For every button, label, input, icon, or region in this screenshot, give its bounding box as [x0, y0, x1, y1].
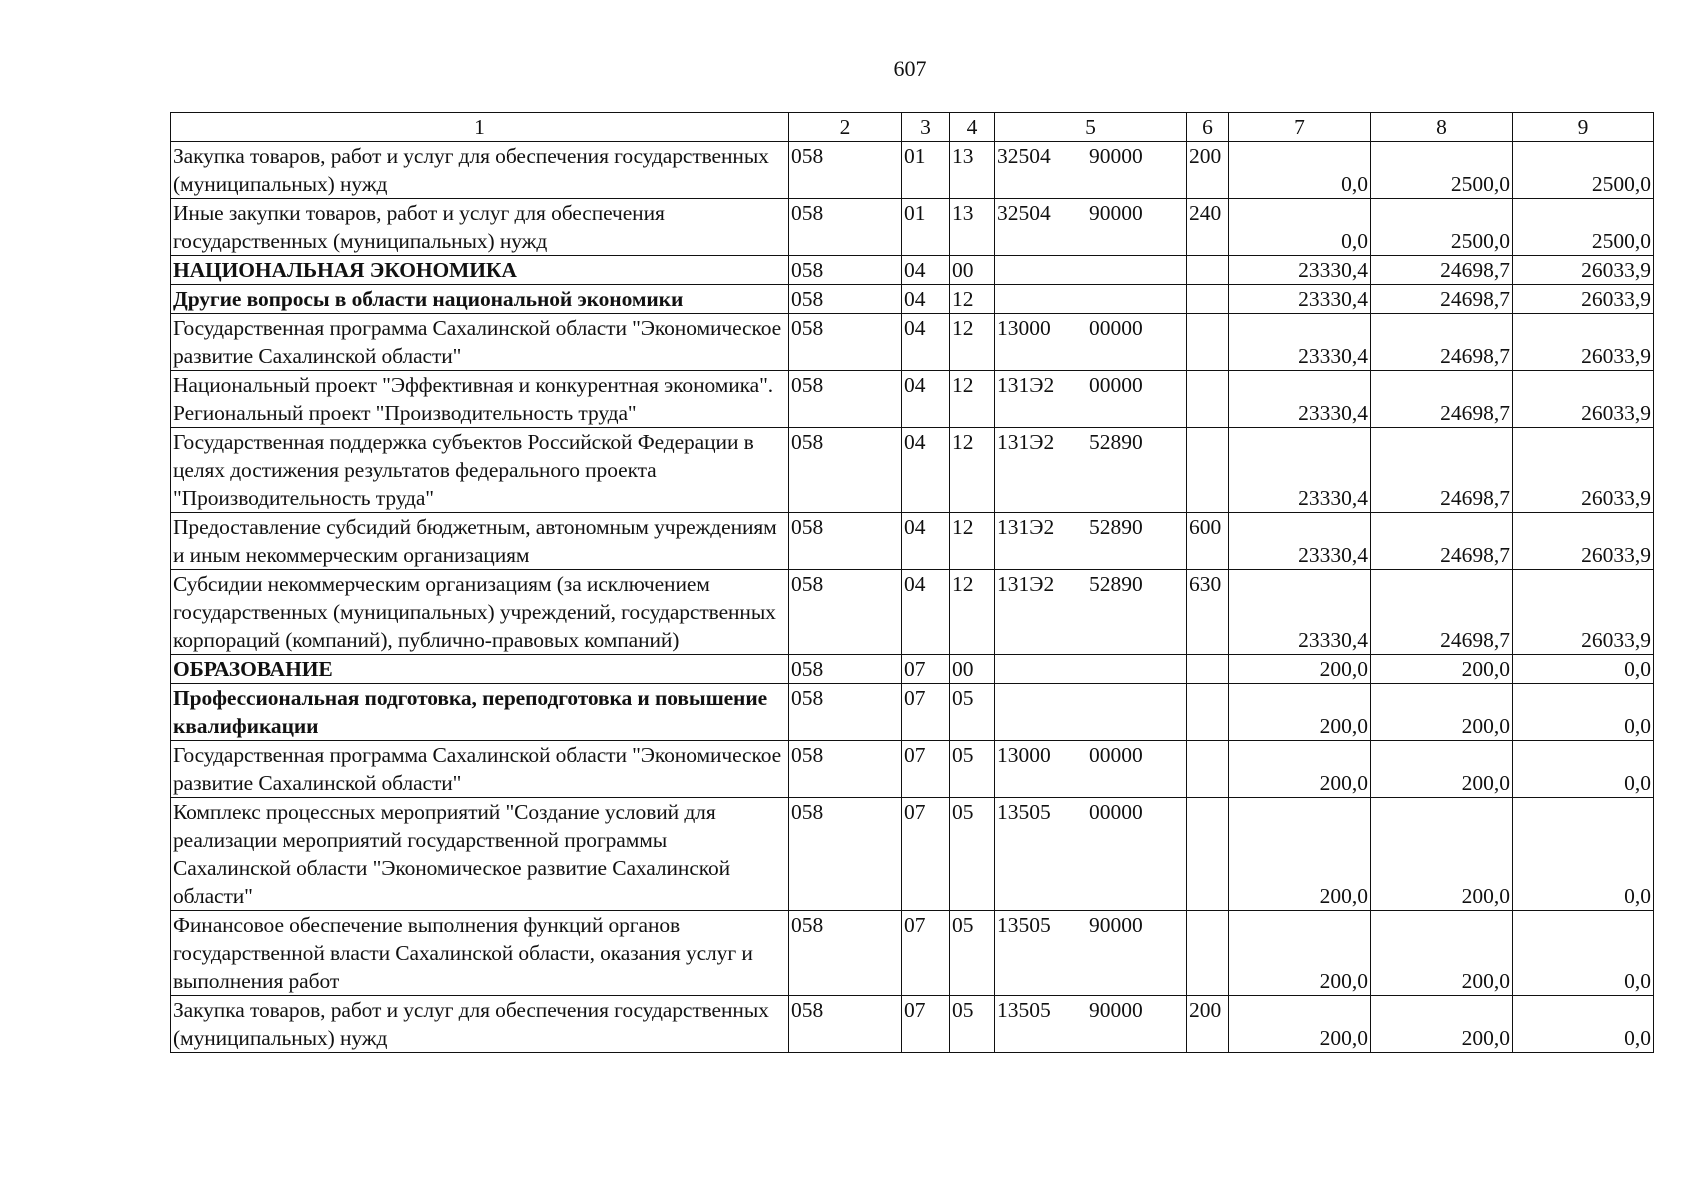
section-code-cell: 07 [902, 798, 950, 911]
target-article-program: 131Э2 [997, 430, 1055, 454]
amount-col7-cell: 200,0 [1229, 684, 1371, 741]
target-article-program: 13000 [997, 743, 1051, 767]
table-row [171, 513, 1654, 570]
target-article-program: 32504 [997, 201, 1051, 225]
table-row [171, 256, 1654, 285]
section-code-cell: 04 [902, 513, 950, 570]
section-code-cell: 07 [902, 996, 950, 1053]
table-row [171, 570, 1654, 655]
target-article-program: 13505 [997, 998, 1051, 1022]
amount-col7-cell: 23330,4 [1229, 256, 1371, 285]
target-article-cell [995, 142, 1187, 199]
amount-col8-cell: 24698,7 [1371, 314, 1513, 371]
table-row [171, 996, 1654, 1053]
table-row [171, 142, 1654, 199]
expense-type-cell [1187, 428, 1229, 513]
gr-code-cell: 058 [789, 371, 902, 428]
row-name-cell: Комплекс процессных мероприятий "Создание условий для реализации мероприятий государственной программы Сахалинской области "Экономическое развитие Сахалинской области" [171, 798, 789, 911]
expense-type-cell: 200 [1187, 996, 1229, 1053]
subsection-code-cell: 00 [950, 256, 995, 285]
subsection-code-cell: 13 [950, 199, 995, 256]
amount-col8-cell: 24698,7 [1371, 428, 1513, 513]
target-article-cell [995, 570, 1187, 655]
gr-code-cell: 058 [789, 741, 902, 798]
target-article-direction: 90000 [1089, 201, 1143, 225]
header-cell: 8 [1371, 113, 1513, 142]
amount-col8-cell: 2500,0 [1371, 199, 1513, 256]
amount-col7-cell: 23330,4 [1229, 570, 1371, 655]
target-article-cell [995, 199, 1187, 256]
subsection-code-cell: 05 [950, 996, 995, 1053]
gr-code-cell: 058 [789, 256, 902, 285]
expense-type-cell [1187, 684, 1229, 741]
table-row [171, 314, 1654, 371]
expense-type-cell [1187, 285, 1229, 314]
amount-col9-cell: 26033,9 [1513, 428, 1654, 513]
target-article-direction: 00000 [1089, 373, 1143, 397]
target-article-direction: 00000 [1089, 800, 1143, 824]
row-name-cell: Иные закупки товаров, работ и услуг для обеспечения государственных (муниципальных) нужд [171, 199, 789, 256]
subsection-code-cell: 05 [950, 741, 995, 798]
table-row [171, 741, 1654, 798]
subsection-code-cell: 12 [950, 513, 995, 570]
row-name-cell: Закупка товаров, работ и услуг для обеспечения государственных (муниципальных) нужд [171, 142, 789, 199]
target-article-direction: 90000 [1089, 144, 1143, 168]
amount-col7-cell: 0,0 [1229, 199, 1371, 256]
target-article-program: 13505 [997, 913, 1051, 937]
amount-col9-cell: 26033,9 [1513, 371, 1654, 428]
table-row [171, 285, 1654, 314]
amount-col7-cell: 23330,4 [1229, 513, 1371, 570]
table-row [171, 911, 1654, 996]
page-number: 607 [893, 56, 927, 81]
target-article-cell [995, 911, 1187, 996]
amount-col7-cell: 200,0 [1229, 741, 1371, 798]
section-code-cell: 07 [902, 741, 950, 798]
amount-col8-cell: 200,0 [1371, 798, 1513, 911]
subsection-code-cell: 12 [950, 428, 995, 513]
amount-col9-cell: 26033,9 [1513, 570, 1654, 655]
row-name-cell: Другие вопросы в области национальной экономики [171, 285, 789, 314]
target-article-direction: 52890 [1089, 515, 1143, 539]
subsection-code-cell: 05 [950, 684, 995, 741]
target-article-program: 13000 [997, 316, 1051, 340]
expense-type-cell [1187, 911, 1229, 996]
subsection-code-cell: 12 [950, 285, 995, 314]
amount-col9-cell: 0,0 [1513, 996, 1654, 1053]
section-code-cell: 01 [902, 142, 950, 199]
row-name-cell: Государственная поддержка субъектов Российской Федерации в целях достижения результатов федерального проекта "Производительность труда" [171, 428, 789, 513]
subsection-code-cell: 00 [950, 655, 995, 684]
budget-table [170, 112, 1654, 1053]
target-article-cell [995, 741, 1187, 798]
section-code-cell: 07 [902, 655, 950, 684]
target-article-direction: 90000 [1089, 998, 1143, 1022]
amount-col9-cell: 26033,9 [1513, 513, 1654, 570]
section-code-cell: 07 [902, 911, 950, 996]
gr-code-cell: 058 [789, 513, 902, 570]
amount-col7-cell: 200,0 [1229, 798, 1371, 911]
expense-type-cell [1187, 655, 1229, 684]
row-name-cell: ОБРАЗОВАНИЕ [171, 655, 789, 684]
amount-col9-cell: 0,0 [1513, 911, 1654, 996]
amount-col9-cell: 26033,9 [1513, 285, 1654, 314]
header-cell: 6 [1187, 113, 1229, 142]
amount-col7-cell: 200,0 [1229, 996, 1371, 1053]
target-article-direction: 90000 [1089, 913, 1143, 937]
amount-col7-cell: 23330,4 [1229, 314, 1371, 371]
header-cell: 3 [902, 113, 950, 142]
amount-col9-cell: 26033,9 [1513, 256, 1654, 285]
target-article-direction: 00000 [1089, 316, 1143, 340]
target-article-program: 131Э2 [997, 515, 1055, 539]
target-article-program: 13505 [997, 800, 1051, 824]
expense-type-cell: 200 [1187, 142, 1229, 199]
section-code-cell: 04 [902, 256, 950, 285]
target-article-program: 131Э2 [997, 572, 1055, 596]
target-article-cell [995, 996, 1187, 1053]
amount-col9-cell: 0,0 [1513, 741, 1654, 798]
target-article-direction: 52890 [1089, 572, 1143, 596]
amount-col8-cell: 200,0 [1371, 741, 1513, 798]
header-cell: 9 [1513, 113, 1654, 142]
gr-code-cell: 058 [789, 684, 902, 741]
table-row [171, 798, 1654, 911]
gr-code-cell: 058 [789, 655, 902, 684]
table-row [171, 428, 1654, 513]
row-name-cell: Государственная программа Сахалинской области "Экономическое развитие Сахалинской области" [171, 314, 789, 371]
amount-col8-cell: 24698,7 [1371, 570, 1513, 655]
header-cell: 2 [789, 113, 902, 142]
expense-type-cell: 600 [1187, 513, 1229, 570]
subsection-code-cell: 12 [950, 371, 995, 428]
gr-code-cell: 058 [789, 798, 902, 911]
amount-col7-cell: 23330,4 [1229, 285, 1371, 314]
target-article-direction: 52890 [1089, 430, 1143, 454]
amount-col9-cell: 26033,9 [1513, 314, 1654, 371]
section-code-cell: 04 [902, 314, 950, 371]
row-name-cell: Национальный проект "Эффективная и конкурентная экономика". Региональный проект "Производительность труда" [171, 371, 789, 428]
amount-col8-cell: 200,0 [1371, 911, 1513, 996]
expense-type-cell: 240 [1187, 199, 1229, 256]
gr-code-cell: 058 [789, 911, 902, 996]
row-name-cell: Государственная программа Сахалинской области "Экономическое развитие Сахалинской области" [171, 741, 789, 798]
section-code-cell: 04 [902, 570, 950, 655]
header-cell: 4 [950, 113, 995, 142]
gr-code-cell: 058 [789, 570, 902, 655]
table-row [171, 371, 1654, 428]
table-header-row [171, 113, 1654, 142]
expense-type-cell: 630 [1187, 570, 1229, 655]
target-article-cell [995, 371, 1187, 428]
gr-code-cell: 058 [789, 199, 902, 256]
target-article-cell [995, 655, 1187, 684]
row-name-cell: Закупка товаров, работ и услуг для обеспечения государственных (муниципальных) нужд [171, 996, 789, 1053]
gr-code-cell: 058 [789, 996, 902, 1053]
target-article-program: 131Э2 [997, 373, 1055, 397]
gr-code-cell: 058 [789, 142, 902, 199]
amount-col9-cell: 2500,0 [1513, 142, 1654, 199]
subsection-code-cell: 05 [950, 798, 995, 911]
header-cell: 7 [1229, 113, 1371, 142]
amount-col9-cell: 0,0 [1513, 655, 1654, 684]
amount-col8-cell: 24698,7 [1371, 285, 1513, 314]
subsection-code-cell: 12 [950, 570, 995, 655]
target-article-cell [995, 428, 1187, 513]
amount-col9-cell: 2500,0 [1513, 199, 1654, 256]
header-cell: 5 [995, 113, 1187, 142]
section-code-cell: 04 [902, 371, 950, 428]
row-name-cell: Субсидии некоммерческим организациям (за исключением государственных (муниципальных) учреждений, государственных корпораций (компаний), публично-правовых компаний) [171, 570, 789, 655]
amount-col9-cell: 0,0 [1513, 684, 1654, 741]
amount-col7-cell: 23330,4 [1229, 428, 1371, 513]
target-article-cell [995, 684, 1187, 741]
expense-type-cell [1187, 256, 1229, 285]
amount-col8-cell: 200,0 [1371, 996, 1513, 1053]
amount-col8-cell: 2500,0 [1371, 142, 1513, 199]
row-name-cell: Профессиональная подготовка, переподготовка и повышение квалификации [171, 684, 789, 741]
amount-col9-cell: 0,0 [1513, 798, 1654, 911]
target-article-cell [995, 256, 1187, 285]
target-article-cell [995, 314, 1187, 371]
section-code-cell: 04 [902, 285, 950, 314]
amount-col8-cell: 200,0 [1371, 655, 1513, 684]
target-article-cell [995, 513, 1187, 570]
section-code-cell: 01 [902, 199, 950, 256]
amount-col7-cell: 23330,4 [1229, 371, 1371, 428]
subsection-code-cell: 12 [950, 314, 995, 371]
expense-type-cell [1187, 798, 1229, 911]
row-name-cell: НАЦИОНАЛЬНАЯ ЭКОНОМИКА [171, 256, 789, 285]
expense-type-cell [1187, 371, 1229, 428]
amount-col7-cell: 200,0 [1229, 655, 1371, 684]
section-code-cell: 04 [902, 428, 950, 513]
amount-col8-cell: 24698,7 [1371, 256, 1513, 285]
expense-type-cell [1187, 741, 1229, 798]
gr-code-cell: 058 [789, 285, 902, 314]
amount-col7-cell: 0,0 [1229, 142, 1371, 199]
gr-code-cell: 058 [789, 314, 902, 371]
section-code-cell: 07 [902, 684, 950, 741]
amount-col7-cell: 200,0 [1229, 911, 1371, 996]
row-name-cell: Финансовое обеспечение выполнения функций органов государственной власти Сахалинской области, оказания услуг и выполнения работ [171, 911, 789, 996]
target-article-direction: 00000 [1089, 743, 1143, 767]
amount-col8-cell: 24698,7 [1371, 513, 1513, 570]
target-article-program: 32504 [997, 144, 1051, 168]
table-row [171, 199, 1654, 256]
subsection-code-cell: 05 [950, 911, 995, 996]
gr-code-cell: 058 [789, 428, 902, 513]
subsection-code-cell: 13 [950, 142, 995, 199]
target-article-cell [995, 285, 1187, 314]
amount-col8-cell: 24698,7 [1371, 371, 1513, 428]
row-name-cell: Предоставление субсидий бюджетным, автономным учреждениям и иным некоммерческим организациям [171, 513, 789, 570]
header-cell: 1 [171, 113, 789, 142]
amount-col8-cell: 200,0 [1371, 684, 1513, 741]
expense-type-cell [1187, 314, 1229, 371]
table-row [171, 684, 1654, 741]
target-article-cell [995, 798, 1187, 911]
table-row [171, 655, 1654, 684]
